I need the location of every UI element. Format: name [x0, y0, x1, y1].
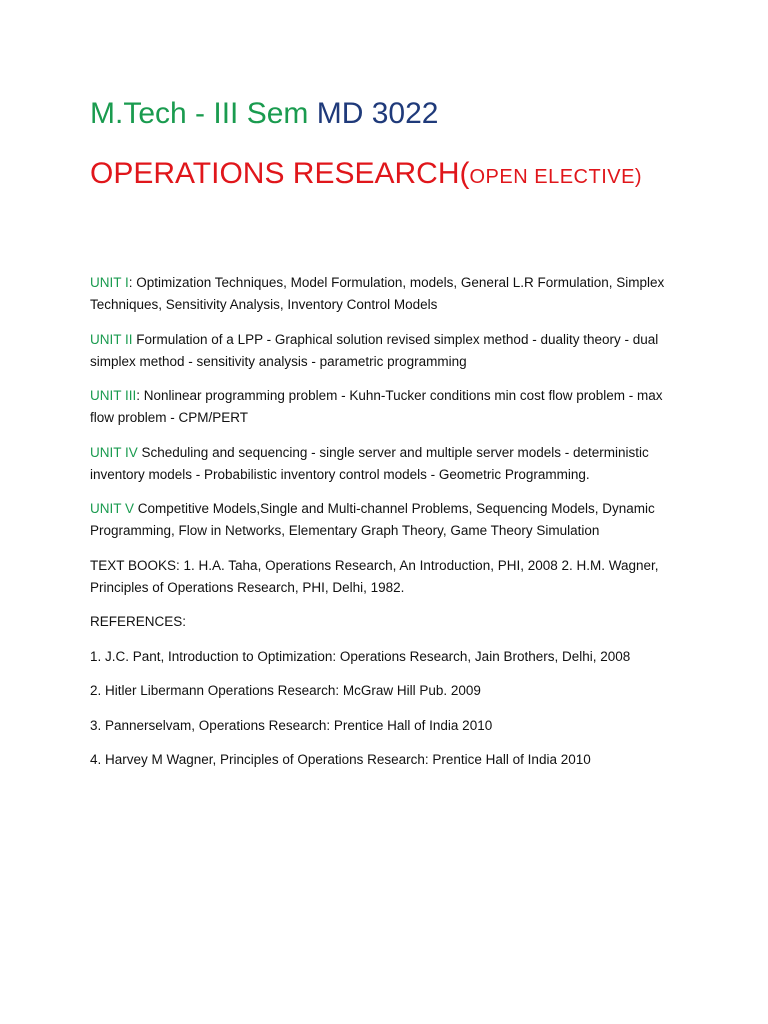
unit-paragraph — [90, 272, 690, 316]
unit-label: UNIT III — [90, 388, 137, 403]
course-heading — [90, 94, 438, 134]
course-semester: M.Tech - III Sem — [90, 97, 309, 130]
page-title — [90, 154, 642, 197]
text-books: TEXT BOOKS: 1. H.A. Taha, Operations Research, An Introduction, PHI, 2008 2. H.M. Wagner, Principles of Operations Research, PHI, Delhi, 1982. — [90, 557, 659, 595]
unit-text: Formulation of a LPP - Graphical solution revised simplex method - duality theory - dual simplex method - sensitivity analysis - parametric programming — [90, 331, 659, 369]
unit-text: : Optimization Techniques, Model Formulation, models, General L.R Formulation, Simplex Techniques, Sensitivity Analysis, Inventory Control Models — [90, 275, 665, 312]
unit-text: : Nonlinear programming problem - Kuhn-Tucker conditions min cost flow problem - max flow problem - CPM/PERT — [90, 388, 663, 425]
unit-label: UNIT V — [90, 501, 135, 516]
reference-item: 3. Pannerselvam, Operations Research: Prentice Hall of India 2010 — [90, 717, 493, 733]
unit-paragraph — [90, 442, 690, 486]
title-main: OPERATIONS RESEARCH( — [90, 157, 470, 190]
references-heading: REFERENCES: — [90, 614, 187, 629]
reference-item: 1. J.C. Pant, Introduction to Optimization: Operations Research, Jain Brothers, Delhi, 2008 — [90, 648, 631, 664]
syllabus-content — [90, 272, 690, 784]
unit-paragraph — [90, 385, 690, 429]
unit-text: Competitive Models,Single and Multi-channel Problems, Sequencing Models, Dynamic Programming, Flow in Networks, Elementary Graph Theory, Game Theory Simulation — [90, 501, 655, 538]
reference-item: 2. Hitler Libermann Operations Research: McGraw Hill Pub. 2009 — [90, 683, 481, 698]
unit-text: Scheduling and sequencing - single server and multiple server models - deterministic inventory models - Probabilistic inventory control models - Geometric Programming. — [90, 444, 649, 482]
unit-paragraph — [90, 498, 690, 542]
reference-item: 4. Harvey M Wagner, Principles of Operations Research: Prentice Hall of India 2010 — [90, 752, 591, 767]
unit-paragraph — [90, 329, 690, 373]
unit-label: UNIT I — [90, 275, 129, 290]
unit-label: UNIT II — [90, 331, 133, 347]
course-code: MD 3022 — [316, 97, 439, 130]
unit-label: UNIT IV — [90, 444, 138, 460]
title-subtitle: OPEN ELECTIVE) — [469, 166, 643, 188]
